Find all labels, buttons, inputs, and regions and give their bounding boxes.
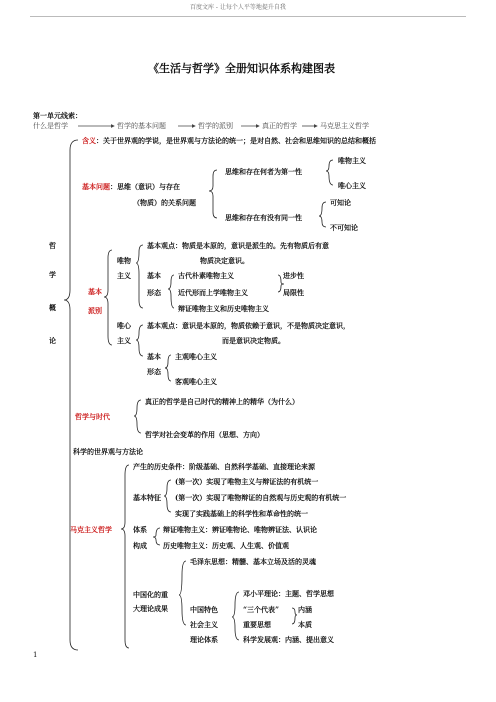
era-item-essence: 真正的哲学是自己时代的精神上的精华（为什么）	[145, 397, 299, 406]
idealism-form-objective: 客观唯心主义	[175, 377, 217, 386]
idealism-form-subjective: 主观唯心主义	[175, 352, 217, 361]
basic-question-line2: （物质）的关系问题	[133, 198, 196, 207]
idealism-view-2: 而是意识决定物质。	[222, 336, 285, 345]
definition-text: ：关于世界观的学说，是世界观与方法论的统一；是对自然、社会和思维知识的总结和概括	[96, 136, 376, 145]
page-number: 1	[33, 651, 38, 659]
basic-question-text1: ：思维（意识）与存在	[110, 182, 180, 191]
system-label-1: 体系	[133, 525, 147, 534]
idealism-answer: 唯心主义	[338, 181, 366, 190]
root-char-4: 论	[49, 336, 56, 345]
worldview-line: 科学的世界观与方法论	[73, 447, 143, 456]
flow-step-2: 哲学的基本问题	[117, 122, 166, 130]
feature-2: (第一次）实现了唯物辩证的自然观与历史观的有机统一	[175, 493, 347, 502]
idealism-label-1: 唯心	[117, 321, 131, 330]
definition-label: 含义	[82, 136, 96, 145]
socialism-label-2: 社会主义	[190, 620, 218, 629]
three-represents: “三个代表”	[243, 605, 280, 614]
root-char-1: 哲	[49, 241, 56, 250]
sinicized-label-1: 中国化的重	[133, 590, 168, 599]
materialism-label-1: 唯物	[117, 256, 131, 265]
sinicized-label-2: 大理论成果	[133, 604, 168, 613]
feature-1: (第一次）实现了唯物主义与辩证法的有机统一	[175, 477, 319, 486]
era-item-role: 哲学对社会变革的作用（思想、方向）	[145, 430, 264, 439]
system-label-2: 构成	[133, 541, 147, 550]
flow-step-1: 什么是哲学	[33, 122, 68, 130]
system-dialectical: 辩证唯物主义：辨证唯物论、唯物辨证法、认识论	[163, 525, 317, 534]
important-thought: 重要思想	[243, 620, 271, 629]
root-brace	[64, 140, 78, 650]
basic-question-label: 基本问题	[82, 182, 110, 191]
era-label: 哲学与时代	[75, 412, 110, 421]
idealism-form-label-1: 基本	[147, 352, 161, 361]
page-header: 百度文库 - 让每个人平等地提升自我	[190, 4, 286, 11]
idealism-form-label-2: 形态	[147, 367, 161, 376]
question-identity: 思维和存在有没有同一性	[225, 213, 302, 222]
schools-label-2: 派别	[88, 306, 102, 315]
materialism-view: 基本观点：物质是本原的，意识是派生的。先有物质后有意	[147, 241, 329, 250]
materialism-form-label-1: 基本	[147, 271, 161, 280]
flow-step-3: 哲学的派别	[198, 122, 233, 130]
root-char-2: 学	[49, 270, 56, 279]
materialism-form-label-2: 形态	[147, 288, 161, 297]
features-label: 基本特征	[133, 493, 161, 502]
idealism-view: 基本观点：意识是本原的，物质依赖于意识，不是物质决定意识，	[147, 321, 350, 330]
flow-step-5: 马克思主义哲学	[320, 122, 369, 130]
scientific-development: 科学发展观：内涵、提出意义	[243, 635, 334, 644]
feature-3: 实现了实践基础上的科学性和革命性的统一	[175, 509, 308, 518]
page-title: 《生活与哲学》全册知识体系构建图表	[148, 62, 335, 75]
materialism-form-ancient: 古代朴素唯物主义	[178, 271, 234, 280]
deng-theory: 邓小平理论：主题、哲学思想	[243, 589, 334, 598]
marxism-label: 马克主义哲学	[70, 525, 112, 534]
socialism-label-3: 理论体系	[190, 635, 218, 644]
materialism-answer: 唯物主义	[338, 156, 366, 165]
mao-thought: 毛泽东思想：精髓、基本立场及活的灵魂	[190, 557, 316, 566]
socialism-label-1: 中国特色	[190, 605, 218, 614]
unit-label: 第一单元线索：	[33, 111, 82, 120]
knowable-answer: 可知论	[330, 198, 351, 207]
materialism-form-dialectical: 辩证唯物主义和历史唯物主义	[178, 304, 269, 313]
materialism-label-2: 主义	[117, 271, 131, 280]
limitation-note: 局限性	[283, 288, 304, 297]
connotation-note: 内涵	[298, 605, 312, 614]
essence-note: 本质	[298, 620, 312, 629]
marxism-conditions: 产生的历史条件：阶级基础、自然科学基础、直接理论来源	[133, 462, 315, 471]
question-first-nature: 思维和存在何者为第一性	[225, 167, 302, 176]
system-historical: 历史唯物主义：历史观、人生观、价值观	[163, 541, 289, 550]
materialism-view-2: 物质决定意识。	[200, 256, 249, 265]
materialism-form-metaphysical: 近代形而上学唯物主义	[178, 288, 248, 297]
unknowable-answer: 不可知论	[330, 223, 358, 232]
idealism-label-2: 主义	[117, 336, 131, 345]
root-char-3: 概	[49, 303, 56, 312]
flow-step-4: 真正的哲学	[262, 122, 297, 130]
schools-label-1: 基本	[88, 287, 102, 296]
progressive-note: 进步性	[283, 271, 304, 280]
